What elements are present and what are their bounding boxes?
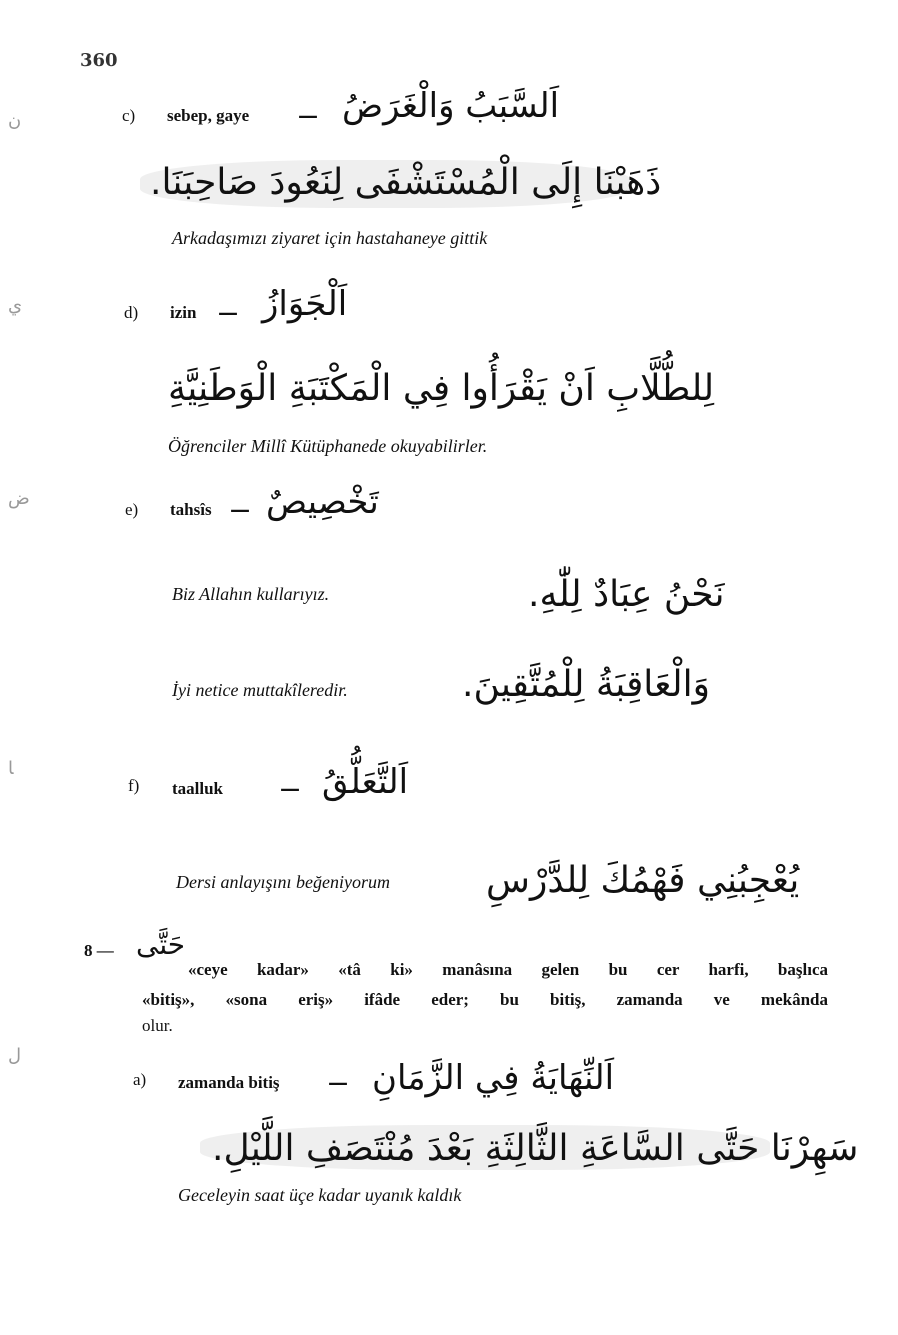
- item-8-line-3: olur.: [142, 1016, 173, 1035]
- section-c-dash: —: [298, 103, 318, 127]
- section-c-term-arabic: اَلسَّبَبُ وَالْغَرَضُ: [342, 86, 560, 126]
- section-f-example-translation: Dersi anlayışını beğeniyorum: [176, 872, 390, 892]
- section-d-label: izin: [170, 303, 197, 322]
- section-a-letter: a): [133, 1070, 147, 1089]
- item-8-term-arabic: حَتَّى: [136, 928, 186, 961]
- section-f-letter: f): [128, 776, 140, 795]
- section-f-example-arabic: يُعْجِبُنِي فَهْمُكَ لِلدَّرْسِ: [486, 860, 800, 901]
- section-d-term-arabic: اَلْجَوَازُ: [262, 284, 348, 324]
- section-e-dash: —: [230, 497, 250, 521]
- section-a-dash: —: [328, 1070, 348, 1094]
- section-d-example-translation: Öğrenciler Millî Kütüphanede okuyabilirler.: [168, 436, 488, 456]
- section-f-label: taalluk: [172, 779, 224, 798]
- section-c-example-translation: Arkadaşımızı ziyaret için hastahaneye gittik: [172, 228, 488, 248]
- section-d-example-arabic: لِلطُّلَّابِ اَنْ يَقْرَأُوا فِي الْمَكْتَبَةِ الْوَطَنِيَّةِ: [168, 368, 715, 409]
- item-8-line-1: «ceye kadar» «tâ ki» manâsına gelen bu cer harfi, başlıca: [188, 960, 828, 979]
- margin-mark: ﻱ: [8, 295, 23, 316]
- section-e-label: tahsîs: [170, 500, 212, 519]
- section-e-letter: e): [125, 500, 139, 519]
- section-a-label: zamanda bitiş: [178, 1073, 280, 1092]
- section-f-dash: —: [280, 776, 300, 800]
- section-c-label: sebep, gaye: [167, 106, 250, 125]
- section-e-example-2-arabic: وَالْعَاقِبَةُ لِلْمُتَّقِينَ.: [462, 664, 710, 705]
- section-a-term-arabic: اَلنِّهَايَةُ فِي الزَّمَانِ: [372, 1058, 615, 1098]
- section-d-dash: —: [218, 300, 238, 324]
- section-e-example-1-arabic: نَحْنُ عِبَادٌ لِلّٰهِ.: [528, 574, 725, 615]
- section-c-letter: c): [122, 106, 136, 125]
- item-8-line-2: «bitiş», «sona eriş» ifâde eder; bu bitiş, zamanda ve mekânda: [142, 990, 828, 1009]
- section-a-example-arabic: سَهِرْنَا حَتَّى السَّاعَةِ الثَّالِثَةِ بَعْدَ مُنْتَصَفِ اللَّيْلِ.: [212, 1128, 859, 1169]
- section-c-example-arabic: ذَهَبْنَا إِلَى الْمُسْتَشْفَى لِنَعُودَ صَاحِبَنَا.: [150, 162, 662, 203]
- margin-mark: ﻝ: [8, 1045, 22, 1066]
- section-e-example-1-translation: Biz Allahın kullarıyız.: [172, 584, 330, 604]
- item-8-number: 8 —: [84, 941, 114, 960]
- margin-mark: ﺎ: [8, 758, 14, 779]
- margin-mark: ﻥ: [8, 110, 22, 131]
- section-a-example-translation: Geceleyin saat üçe kadar uyanık kaldık: [178, 1185, 462, 1205]
- margin-mark: ﺽ: [8, 488, 30, 509]
- section-e-term-arabic: تَخْصِيصٌ: [266, 482, 379, 522]
- page-number: 360: [80, 50, 118, 71]
- section-f-term-arabic: اَلتَّعَلُّقُ: [322, 762, 409, 802]
- section-e-example-2-translation: İyi netice muttakîleredir.: [172, 680, 348, 700]
- section-d-letter: d): [124, 303, 139, 322]
